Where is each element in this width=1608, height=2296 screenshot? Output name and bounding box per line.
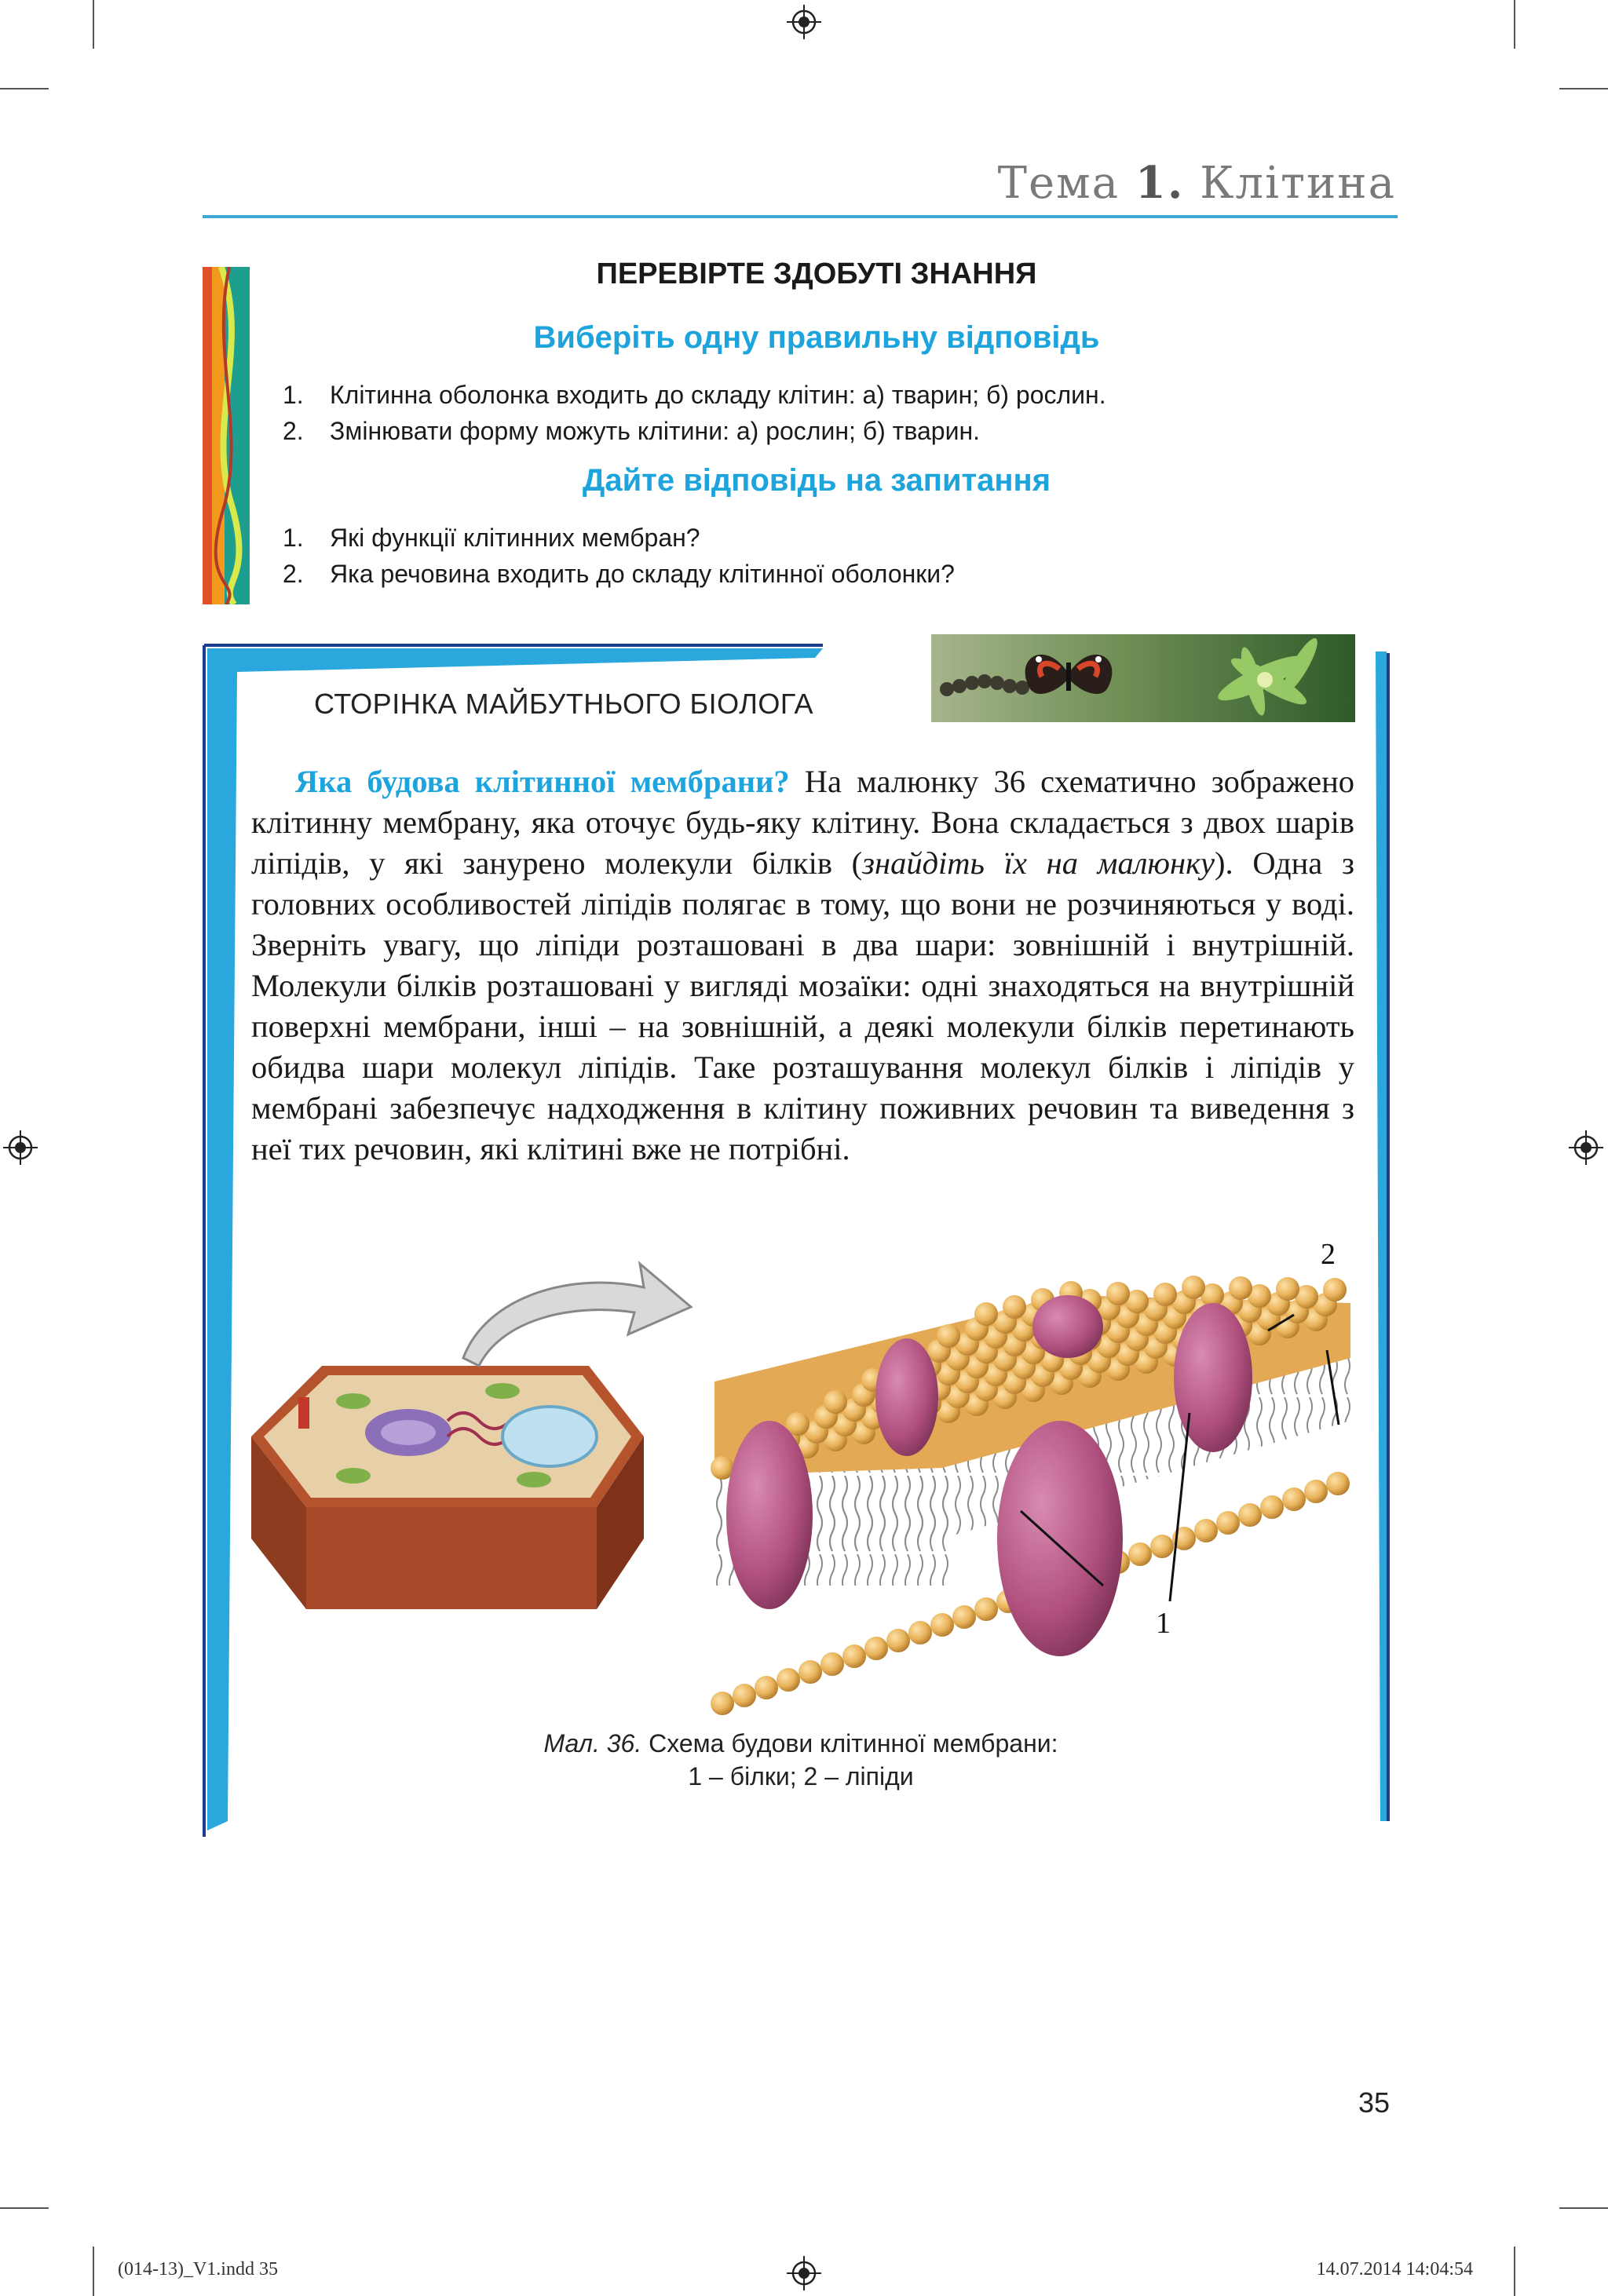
lipid-head [824,1390,847,1414]
caption-text: Схема будови клітинної мембрани: [641,1729,1058,1758]
registration-mark-icon [787,2256,821,2291]
crop-mark [93,0,94,49]
print-slug-date: 14.07.2014 14:04:54 [1316,2259,1473,2280]
lipid-head [1216,1511,1240,1535]
registration-mark-icon [787,5,821,39]
lipid-head [733,1684,756,1707]
caption-legend: 1 – білки; 2 – ліпіди [688,1762,914,1790]
header-rule [203,215,1398,218]
lipid-head [777,1668,800,1692]
decorative-stripe [203,267,250,604]
list-item: 2. Змінювати форму можуть клітини: а) рослин; б) тварин. [283,417,980,445]
paragraph-italic: знайдіть їх на малюнку [862,845,1215,881]
header-theme-word: Тема [997,158,1120,209]
lipid-head [1282,1487,1306,1511]
figure-label-1: 1 [1156,1607,1171,1640]
figure-label-2: 2 [1321,1240,1336,1271]
lipid-head [908,1621,932,1644]
paragraph-lead: Яка будова клітинної мембрани? [295,764,790,799]
lipid-head [1150,1535,1174,1558]
crop-mark [1559,88,1608,89]
section1-title: Виберіть одну правильну відповідь [533,320,1100,355]
list-item: 1. Клітинна оболонка входить до складу клітин: а) тварин; б) рослин. [283,381,1106,409]
lipid-head [755,1676,778,1699]
running-header [998,157,1396,209]
header-theme-name: Клітина [1200,158,1396,209]
main-paragraph [251,761,1354,1170]
lipid-head [1106,1282,1130,1305]
lipid-head [1128,1542,1152,1566]
lipid-head [842,1644,866,1668]
list-item: 2. Яка речовина входить до складу клітинної оболонки? [283,560,955,588]
lipid-head [930,1613,954,1637]
lipid-head [1182,1276,1205,1299]
header-theme-number: 1. [1135,157,1185,209]
caption-number: Мал. 36. [543,1729,642,1758]
cell-drawing [251,1366,644,1609]
lipid-head [1304,1480,1328,1503]
lipid-head [864,1637,888,1660]
lipid-head [711,1692,734,1715]
lipid-head [1276,1277,1299,1301]
nature-photo [931,634,1355,722]
lipid-head [1229,1276,1252,1300]
crop-mark [0,2207,49,2209]
registration-mark-icon [1569,1130,1603,1165]
registration-mark-icon [3,1130,38,1165]
lipid-head [952,1605,976,1629]
section2-list [283,520,1382,592]
crop-mark [1514,2247,1515,2296]
lipid-head [820,1652,844,1676]
paragraph-text: На малюнку 36 схематично зображено клітинну мембрану, яка оточує будь-яку клітину. Вона складається з двох шарів ліпідів, у які занурено молекули білків ( [251,764,1355,881]
section2-title: Дайте відповідь на запитання [582,463,1051,498]
figure-caption [236,1727,1366,1793]
lipid-head [974,1597,998,1621]
section1-list [283,377,1382,449]
crop-mark [1559,2207,1608,2209]
lipid-head [799,1660,822,1684]
crop-mark [1514,0,1515,49]
lipid-head [1326,1472,1350,1495]
lipid-head [974,1302,998,1326]
quiz-title: ПЕРЕВІРТЕ ЗДОБУТІ ЗНАННЯ [596,257,1037,290]
crop-mark [93,2247,94,2296]
lipid-head [886,1629,910,1652]
page-number: 35 [1358,2086,1391,2119]
membrane-drawing [711,1276,1350,1715]
membrane-illustration [236,1240,1382,1727]
lipid-head [937,1324,960,1348]
print-slug-file: (014-13)_V1.indd 35 [118,2259,278,2280]
box-title: СТОРІНКА МАЙБУТНЬОГО БІОЛОГА [314,688,813,720]
lipid-head [1003,1295,1026,1319]
arrow-icon [463,1264,691,1366]
crop-mark [0,88,49,89]
lipid-head [1153,1283,1177,1306]
lipid-head [1323,1278,1347,1301]
lipid-head [1238,1503,1262,1527]
list-item: 1. Які функції клітинних мембран? [283,524,700,552]
paragraph-text: ). Одна з головних особливостей ліпідів полягає в тому, що вони не розчиняються у воді. Зверніть увагу, що ліпіди розташовані в два шари: зовнішній і внутрішній. Молекули білків розташовані у вигляді мозаїки: одні знаходяться на внутрішній поверхні мембрани, інші – на зовнішній, а деякі молекули білків перетинають обидва шари молекул ліпідів. Таке розташування молекул білків і ліпідів у мембрані забезпечує надходження в клітину поживних речовин та виведення з неї тих речовин, які клітині вже не потрібні. [251,845,1354,1166]
lipid-head [1194,1519,1218,1542]
lipid-head [1260,1495,1284,1519]
